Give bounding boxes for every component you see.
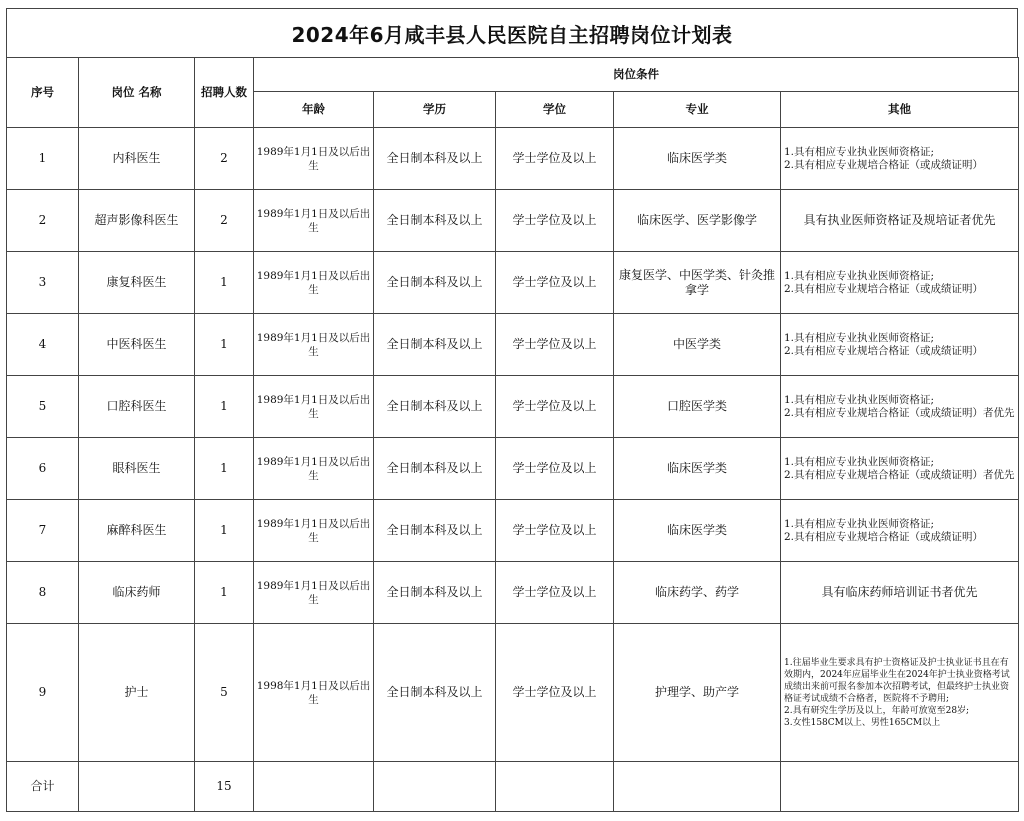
recruitment-sheet: [6, 8, 1018, 812]
cell-edu: 全日制本科及以上: [374, 438, 496, 500]
header-count: 招聘人数: [195, 58, 254, 128]
cell-edu: 全日制本科及以上: [374, 562, 496, 624]
cell-other: [781, 438, 1019, 500]
cell-other: 具有执业医师资格证及规培证者优先: [781, 190, 1019, 252]
cell-age: 1989年1月1日及以后出生: [254, 438, 374, 500]
cell-other: [781, 128, 1019, 190]
table-row: [7, 314, 1019, 376]
cell-count: 1: [195, 252, 254, 314]
header-other: 其他: [781, 92, 1019, 128]
cell-degree: 学士学位及以上: [496, 128, 614, 190]
cell-post: 临床药师: [79, 562, 195, 624]
table-row: [7, 500, 1019, 562]
cell-count: 2: [195, 128, 254, 190]
header-seq: 序号: [7, 58, 79, 128]
other-line: 2.具有相应专业规培合格证（或成绩证明）: [784, 344, 984, 357]
cell-count: 1: [195, 562, 254, 624]
cell-other: [781, 314, 1019, 376]
cell-count: 1: [195, 314, 254, 376]
cell-major: 护理学、助产学: [614, 624, 781, 762]
title-row: [6, 8, 1018, 57]
other-line: 2.具有相应专业规培合格证（或成绩证明）者优先: [784, 468, 1015, 481]
table-row: [7, 438, 1019, 500]
table-row: [7, 562, 1019, 624]
other-line: 1.具有相应专业执业医师资格证;: [784, 393, 935, 406]
cell-degree: 学士学位及以上: [496, 624, 614, 762]
cell-edu: 全日制本科及以上: [374, 190, 496, 252]
other-line: 1.具有相应专业执业医师资格证;: [784, 517, 935, 530]
cell-degree: 学士学位及以上: [496, 562, 614, 624]
cell-post: 口腔科医生: [79, 376, 195, 438]
other-line: 1.具有相应专业执业医师资格证;: [784, 331, 935, 344]
other-line: 2.具有研究生学历及以上，年龄可放宽至28岁;: [784, 705, 970, 716]
total-row: [7, 762, 1019, 812]
table-row: [7, 128, 1019, 190]
cell-major: 口腔医学类: [614, 376, 781, 438]
cell-post: 超声影像科医生: [79, 190, 195, 252]
cell-major: 临床药学、药学: [614, 562, 781, 624]
table-row: [7, 376, 1019, 438]
total-empty: [254, 762, 374, 812]
cell-major: 临床医学类: [614, 438, 781, 500]
other-line: 1.往届毕业生要求具有护士资格证及护士执业证书且在有效期内，2024年应届毕业生在2024年护士执业资格考试成绩出来前可报名参加本次招聘考试，但最终护士执业资格证考试成绩不合格者，医院将不予聘用;: [784, 657, 1010, 704]
cell-age: 1998年1月1日及以后出生: [254, 624, 374, 762]
cell-seq: 2: [7, 190, 79, 252]
table-row: [7, 624, 1019, 762]
cell-seq: 4: [7, 314, 79, 376]
table-row: [7, 252, 1019, 314]
cell-age: 1989年1月1日及以后出生: [254, 252, 374, 314]
page-title: 2024年6月咸丰县人民医院自主招聘岗位计划表: [291, 22, 733, 47]
cell-major: 康复医学、中医学类、针灸推拿学: [614, 252, 781, 314]
cell-post: 眼科医生: [79, 438, 195, 500]
cell-other: 具有临床药师培训证书者优先: [781, 562, 1019, 624]
cell-seq: 6: [7, 438, 79, 500]
cell-other: [781, 500, 1019, 562]
total-empty: [374, 762, 496, 812]
cell-age: 1989年1月1日及以后出生: [254, 190, 374, 252]
cell-edu: 全日制本科及以上: [374, 500, 496, 562]
cell-post: 内科医生: [79, 128, 195, 190]
cell-age: 1989年1月1日及以后出生: [254, 500, 374, 562]
cell-edu: 全日制本科及以上: [374, 376, 496, 438]
cell-count: 1: [195, 500, 254, 562]
cell-major: 临床医学、医学影像学: [614, 190, 781, 252]
cell-degree: 学士学位及以上: [496, 438, 614, 500]
cell-count: 1: [195, 438, 254, 500]
other-line: 1.具有相应专业执业医师资格证;: [784, 145, 935, 158]
cell-count: 2: [195, 190, 254, 252]
total-empty: [496, 762, 614, 812]
cell-post: 康复科医生: [79, 252, 195, 314]
other-line: 2.具有相应专业规培合格证（或成绩证明）: [784, 530, 984, 543]
cell-degree: 学士学位及以上: [496, 190, 614, 252]
cell-count: 1: [195, 376, 254, 438]
total-empty: [79, 762, 195, 812]
cell-edu: 全日制本科及以上: [374, 624, 496, 762]
cell-seq: 3: [7, 252, 79, 314]
cell-other: [781, 624, 1019, 762]
total-count: 15: [195, 762, 254, 812]
cell-major: 中医学类: [614, 314, 781, 376]
cell-degree: 学士学位及以上: [496, 376, 614, 438]
cell-post: 中医科医生: [79, 314, 195, 376]
cell-degree: 学士学位及以上: [496, 314, 614, 376]
cell-seq: 8: [7, 562, 79, 624]
cell-edu: 全日制本科及以上: [374, 314, 496, 376]
other-line: 3.女性158CM以上、男性165CM以上: [784, 717, 941, 728]
total-empty: [781, 762, 1019, 812]
cell-age: 1989年1月1日及以后出生: [254, 314, 374, 376]
cell-major: 临床医学类: [614, 500, 781, 562]
total-empty: [614, 762, 781, 812]
header-degree: 学位: [496, 92, 614, 128]
cell-age: 1989年1月1日及以后出生: [254, 562, 374, 624]
header-age: 年龄: [254, 92, 374, 128]
cell-age: 1989年1月1日及以后出生: [254, 376, 374, 438]
cell-age: 1989年1月1日及以后出生: [254, 128, 374, 190]
cell-seq: 1: [7, 128, 79, 190]
cell-post: 护士: [79, 624, 195, 762]
table-row: [7, 190, 1019, 252]
cell-seq: 7: [7, 500, 79, 562]
cell-seq: 5: [7, 376, 79, 438]
other-line: 2.具有相应专业规培合格证（或成绩证明）: [784, 282, 984, 295]
cell-count: 5: [195, 624, 254, 762]
cell-other: [781, 376, 1019, 438]
header-major: 专业: [614, 92, 781, 128]
other-line: 1.具有相应专业执业医师资格证;: [784, 269, 935, 282]
header-conditions: 岗位条件: [254, 58, 1019, 92]
header-edu: 学历: [374, 92, 496, 128]
cell-degree: 学士学位及以上: [496, 252, 614, 314]
other-line: 2.具有相应专业规培合格证（或成绩证明）者优先: [784, 406, 1015, 419]
recruitment-table: [6, 57, 1019, 812]
header-post: 岗位 名称: [79, 58, 195, 128]
cell-edu: 全日制本科及以上: [374, 252, 496, 314]
cell-post: 麻醉科医生: [79, 500, 195, 562]
other-line: 2.具有相应专业规培合格证（或成绩证明）: [784, 158, 984, 171]
cell-edu: 全日制本科及以上: [374, 128, 496, 190]
other-line: 1.具有相应专业执业医师资格证;: [784, 455, 935, 468]
cell-other: [781, 252, 1019, 314]
cell-major: 临床医学类: [614, 128, 781, 190]
total-label: 合计: [7, 762, 79, 812]
cell-seq: 9: [7, 624, 79, 762]
cell-degree: 学士学位及以上: [496, 500, 614, 562]
